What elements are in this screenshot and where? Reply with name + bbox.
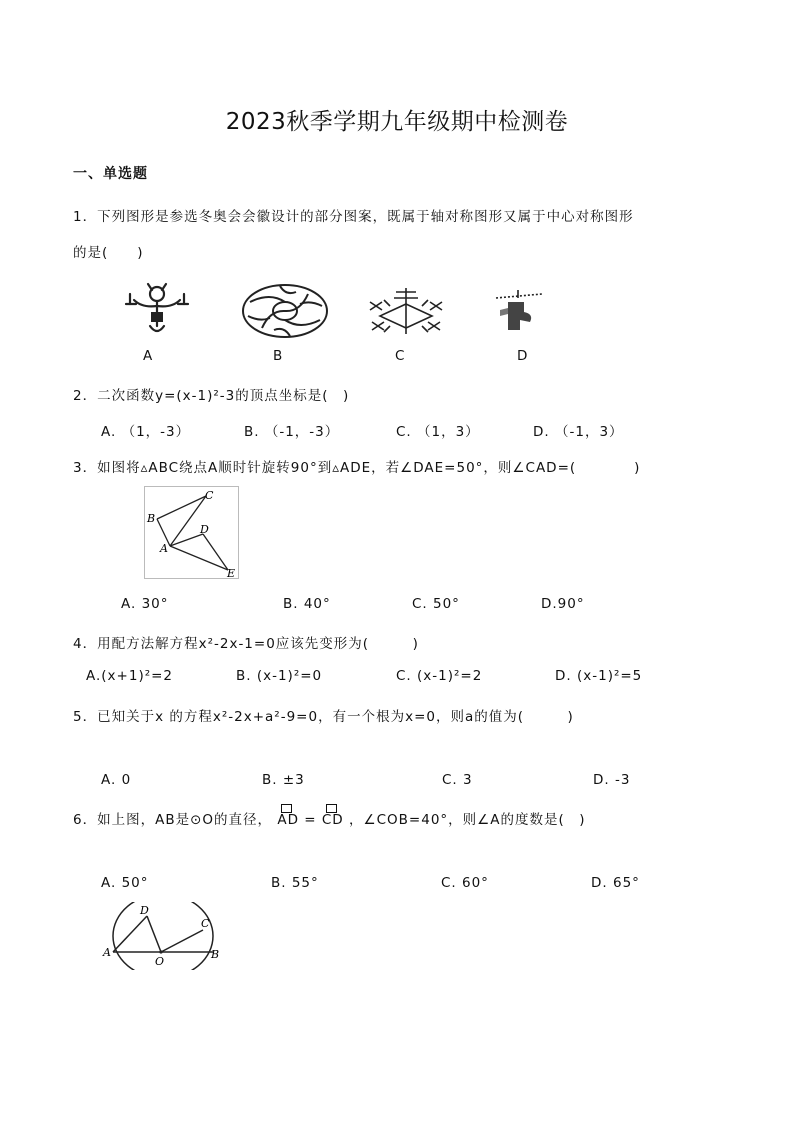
q3-option-d: D.90° bbox=[541, 596, 585, 612]
q6-label-c: C bbox=[201, 917, 210, 930]
q1-figure-a bbox=[122, 282, 192, 340]
q5-option-d: D. -3 bbox=[593, 772, 631, 788]
q5-option-b: B. ±3 bbox=[262, 772, 305, 788]
q4-option-d: D. (x-1)²=5 bbox=[555, 668, 643, 684]
question-1-stem-line1: 1．下列图形是参选冬奥会会徽设计的部分图案，既属于轴对称图形又属于中心对称图形 bbox=[73, 209, 634, 225]
q6-option-a: A. 50° bbox=[101, 875, 149, 891]
q3-label-c: C bbox=[205, 489, 214, 502]
q6-label-o: O bbox=[155, 955, 165, 968]
q5-option-c: C. 3 bbox=[442, 772, 473, 788]
q4-option-c: C. (x-1)²=2 bbox=[396, 668, 483, 684]
question-6-stem bbox=[73, 808, 586, 828]
q6-stem-pre: 6．如上图，AB是⊙O的直径， bbox=[73, 812, 273, 828]
q6-arc-ad-mark bbox=[281, 804, 292, 813]
q6-option-c: C. 60° bbox=[441, 875, 489, 891]
page-title: 2023秋季学期九年级期中检测卷 bbox=[225, 109, 569, 135]
q3-option-c: C. 50° bbox=[412, 596, 460, 612]
q1-label-b: B bbox=[273, 348, 283, 364]
q2-option-c: C. （1，3） bbox=[396, 424, 480, 440]
question-2-stem: 2．二次函数y=(x-1)²-3的顶点坐标是( ) bbox=[73, 388, 350, 404]
q5-option-a: A. 0 bbox=[101, 772, 132, 788]
q1-label-d: D bbox=[517, 348, 528, 364]
q1-figure-d bbox=[490, 288, 550, 334]
q3-label-e: E bbox=[227, 567, 236, 579]
question-4-stem: 4．用配方法解方程x²-2x-1=0应该先变形为( ) bbox=[73, 636, 419, 652]
q3-label-a: A bbox=[160, 542, 168, 555]
q3-option-b: B. 40° bbox=[283, 596, 331, 612]
q1-figure-c bbox=[366, 284, 446, 338]
q6-label-b: B bbox=[211, 948, 220, 961]
q3-label-b: B bbox=[147, 512, 156, 525]
q3-label-d: D bbox=[200, 523, 209, 536]
q6-arc-ad: AD bbox=[277, 812, 299, 828]
question-1-stem-line2: 的是( ) bbox=[73, 245, 144, 261]
q6-eq: = bbox=[304, 812, 317, 828]
q6-arc-cd-mark bbox=[326, 804, 337, 813]
q1-figure-b bbox=[240, 282, 330, 340]
q6-label-d: D bbox=[140, 904, 149, 917]
q6-arc-cd: CD bbox=[322, 812, 344, 828]
q2-option-d: D. （-1，3） bbox=[533, 424, 624, 440]
q6-stem-post: ，∠COB=40°，则∠A的度数是( ) bbox=[349, 812, 586, 828]
q6-option-b: B. 55° bbox=[271, 875, 319, 891]
question-5-stem: 5．已知关于x 的方程x²-2x+a²-9=0，有一个根为x=0，则a的值为( ) bbox=[73, 709, 574, 725]
q1-label-a: A bbox=[143, 348, 153, 364]
question-3-stem: 3．如图将▵ABC绕点A顺时针旋转90°到▵ADE，若∠DAE=50°，则∠CAD=( ) bbox=[73, 460, 641, 476]
q3-rotation-figure bbox=[144, 486, 239, 579]
q2-option-a: A. （1，-3） bbox=[101, 424, 191, 440]
q2-option-b: B. （-1，-3） bbox=[244, 424, 340, 440]
q4-option-a: A.(x+1)²=2 bbox=[86, 668, 174, 684]
q3-option-a: A. 30° bbox=[121, 596, 169, 612]
q1-label-c: C bbox=[395, 348, 405, 364]
q4-option-b: B. (x-1)²=0 bbox=[236, 668, 323, 684]
q6-option-d: D. 65° bbox=[591, 875, 640, 891]
section-heading: 一、单选题 bbox=[73, 166, 148, 182]
q6-circle-figure bbox=[100, 902, 230, 970]
q6-label-a: A bbox=[103, 946, 111, 959]
